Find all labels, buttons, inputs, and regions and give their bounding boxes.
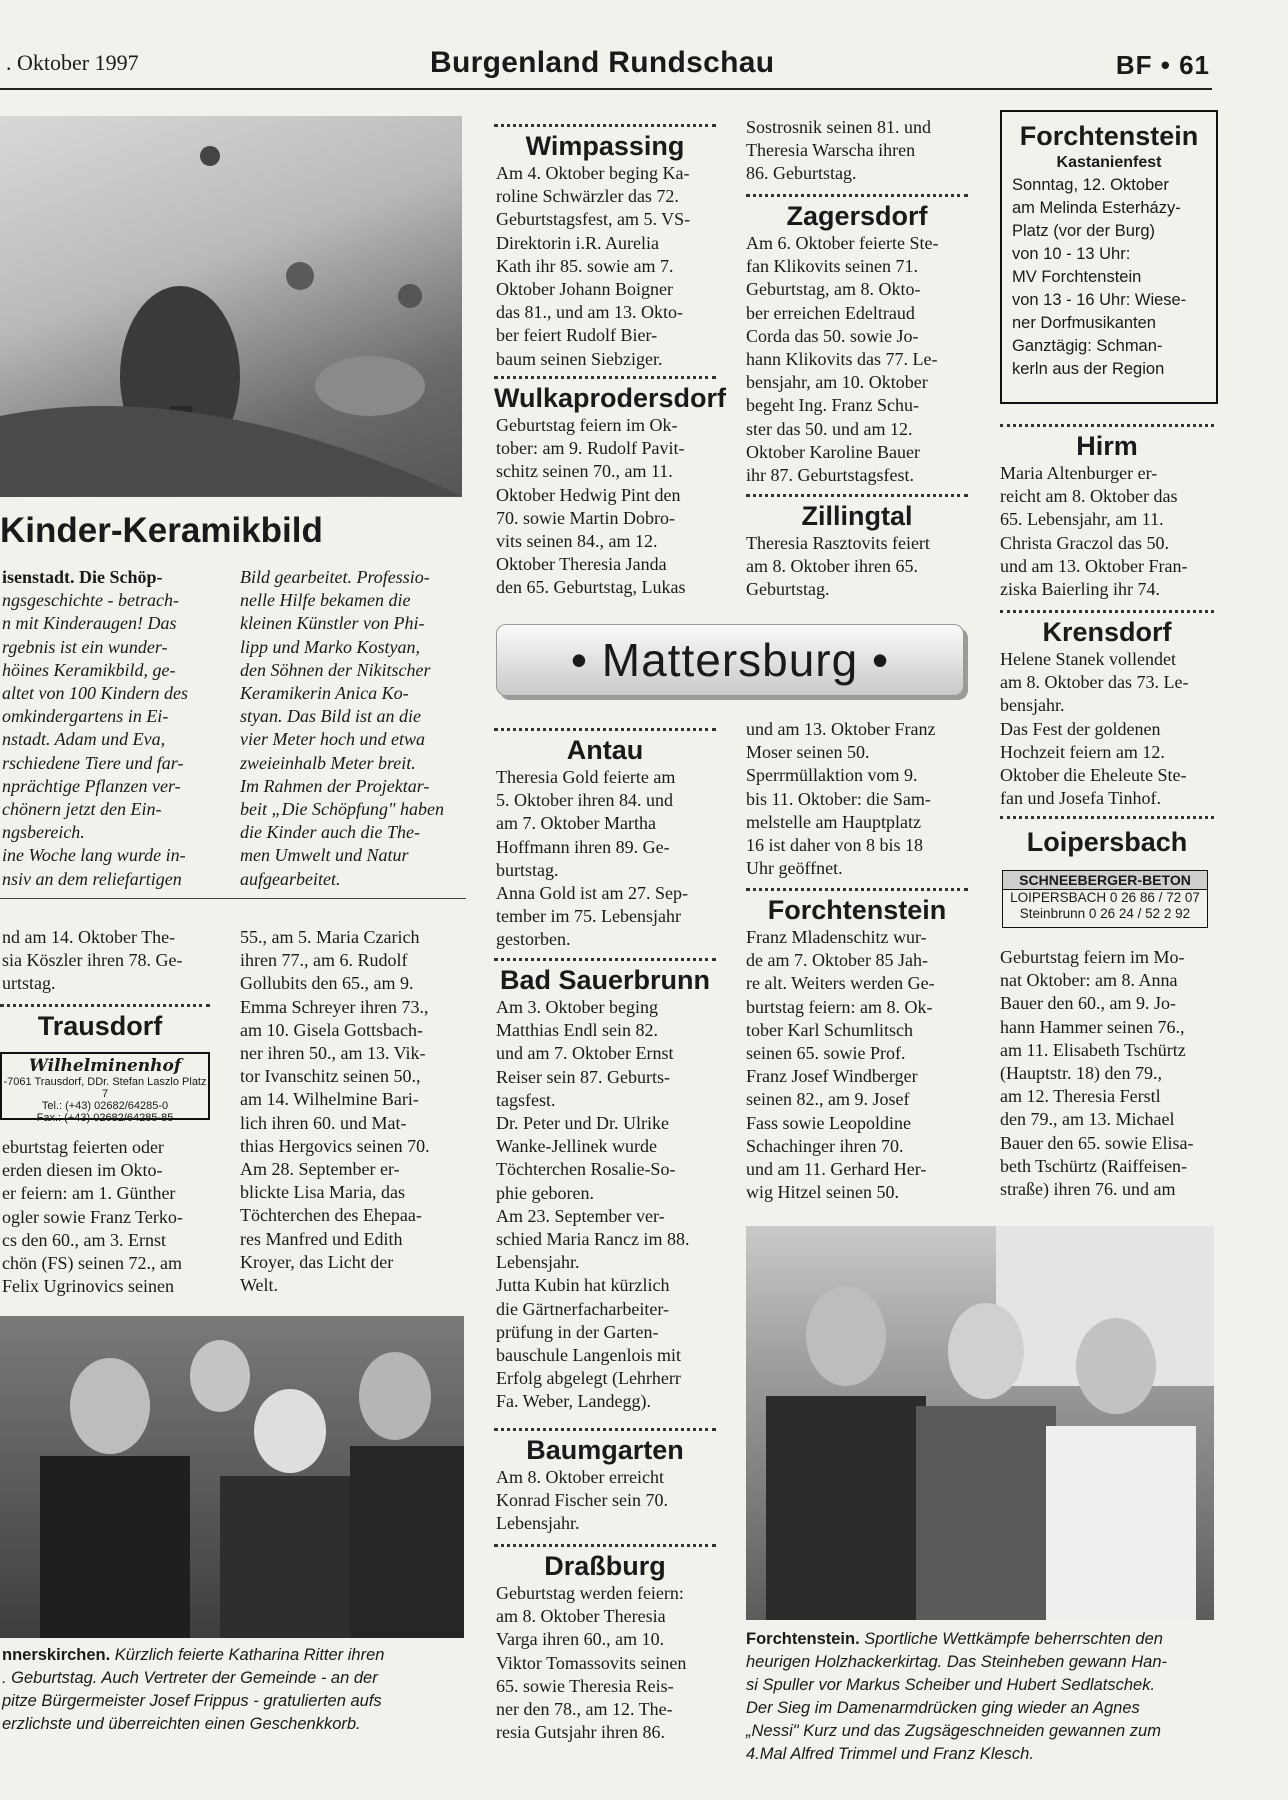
text-line: Welt. — [240, 1275, 279, 1296]
text-line: das 81., und am 13. Okto- — [496, 302, 683, 323]
caption-line: Der Sieg im Damenarmdrücken ging wieder an Agnes — [746, 1699, 1140, 1717]
text-line: Schachinger ihren 70. — [746, 1135, 904, 1156]
group-photo-birthday — [0, 1316, 464, 1638]
text-line: rgebnis ist ein wunder- — [2, 636, 168, 657]
text-line: Maria Altenburger er- — [1000, 463, 1158, 483]
text-line: fan Klikovits seinen 71. — [746, 256, 918, 277]
text-line: fan und Josefa Tinhof. — [1000, 788, 1161, 809]
text-line: und am 7. Oktober Ernst — [496, 1043, 674, 1064]
article-title-kinder-keramikbild: Kinder-Keramikbild — [0, 511, 323, 550]
text-line: beth Tschürtz (Raiffeisen- — [1000, 1155, 1188, 1176]
text-line: 65. Lebensjahr, am 11. — [1000, 509, 1164, 530]
text-line: Geburtstag. — [746, 579, 830, 600]
caption-line: erzlichste und überreichten einen Geschenkkorb. — [2, 1715, 361, 1733]
hirm-text — [1000, 462, 1214, 601]
text-line: Varga ihren 60., am 10. — [496, 1629, 665, 1650]
text-line: bensjahr, am 10. Oktober — [746, 372, 928, 393]
text-line: Matthias Endl sein 82. — [496, 1020, 658, 1041]
text-line: burtstag feiern: am 8. Ok- — [746, 996, 933, 1017]
text-line: von 10 - 13 Uhr: — [1012, 245, 1131, 263]
text-line: schitz seinen 70., am 11. — [496, 461, 673, 482]
text-line: und am 13. Oktober Franz — [746, 719, 936, 739]
text-line: Reiser sein 87. Geburts- — [496, 1066, 670, 1087]
dotted-rule — [494, 1544, 716, 1547]
text-line: resia Gutsjahr ihren 86. — [496, 1722, 665, 1743]
text-line: Gollubits den 65., am 9. — [240, 973, 414, 994]
text-line: prüfung in der Garten- — [496, 1321, 659, 1342]
dotted-rule — [1000, 816, 1214, 819]
text-line: kleinen Künstler von Phi- — [240, 613, 425, 634]
baumgarten-text — [496, 1466, 714, 1536]
text-line: Sostrosnik seinen 81. und — [746, 117, 932, 137]
loipersbach-text — [1000, 946, 1214, 1201]
caption-line: si Spuller vor Markus Scheiber und Hubert Sedlatschek. — [746, 1676, 1156, 1694]
text-line: 65. sowie Theresia Reis- — [496, 1675, 674, 1696]
text-line: ngsgeschichte - betrach- — [2, 590, 179, 611]
text-line: am 8. Oktober das 73. Le- — [1000, 672, 1189, 693]
text-line: zweieinhalb Meter breit. — [240, 752, 416, 773]
text-line: Sonntag, 12. Oktober — [1012, 176, 1169, 194]
text-line: Viktor Tomassovits seinen — [496, 1652, 687, 1673]
text-line: phie geboren. — [496, 1182, 594, 1203]
text-line: Oktober die Eheleute Ste- — [1000, 765, 1187, 786]
forchtenstein-text — [746, 926, 968, 1204]
section-banner-mattersburg: • Mattersburg • — [496, 624, 964, 696]
text-line: men Umwelt und Natur — [240, 845, 409, 866]
keramikbild-text-a — [2, 566, 210, 891]
group-photo-figures — [0, 1316, 464, 1638]
text-line: und am 11. Gerhard Her- — [746, 1159, 927, 1180]
text-line: ngsbereich. — [2, 822, 85, 843]
text-line: den 79., am 13. Michael — [1000, 1109, 1175, 1130]
text-line: bensjahr. — [1000, 695, 1065, 716]
dotted-rule — [746, 888, 968, 891]
text-line: Konrad Fischer sein 70. — [496, 1490, 668, 1511]
text-line: roline Schwärzler das 72. — [496, 186, 679, 207]
text-line: thias Hergovics seinen 70. — [240, 1135, 430, 1156]
text-line: altet von 100 Kindern des — [2, 683, 188, 704]
text-line: Geburtstag feiern im Mo- — [1000, 947, 1185, 967]
text-line: chön (FS) seinen 72., am — [2, 1253, 182, 1274]
text-line: Helene Stanek vollendet — [1000, 649, 1176, 669]
text-line: urtstag. — [2, 973, 56, 994]
text-line: blickte Lisa Maria, das — [240, 1182, 405, 1203]
text-line: Geburtstag werden feiern: — [496, 1583, 684, 1603]
event-box-subtitle: Kastanienfest — [1056, 154, 1162, 171]
text-line: von 13 - 16 Uhr: Wiese- — [1012, 291, 1187, 309]
text-line: Theresia Gold feierte am — [496, 767, 676, 787]
text-line: nstadt. Adam und Eva, — [2, 729, 166, 750]
heading-forchtenstein: Forchtenstein — [767, 895, 947, 925]
text-line: Lebensjahr. — [496, 1513, 580, 1534]
text-line: baum seinen Siebziger. — [496, 348, 663, 369]
caption-line: 4.Mal Alfred Trimmel und Franz Klesch. — [746, 1745, 1034, 1763]
text-line: vits seinen 84., am 12. — [496, 531, 658, 552]
text-line: Oktober Johann Boigner — [496, 279, 673, 300]
heading-krensdorf: Krensdorf — [1042, 617, 1172, 647]
text-line: ster das 50. und am 12. — [746, 418, 913, 439]
text-line: ihr 87. Geburtstagsfest. — [746, 465, 914, 486]
ceramic-mural-illustration — [0, 116, 462, 497]
caption-place: Forchtenstein. Sportliche Wettkämpfe beherrschten den — [746, 1630, 1163, 1648]
text-line: Hochzeit feiern am 12. — [1000, 741, 1165, 762]
heading-baumgarten: Baumgarten — [526, 1435, 684, 1465]
column3-continuation — [746, 116, 968, 186]
text-line: am 14. Wilhelmine Bari- — [240, 1089, 419, 1110]
text-line: Christa Graczol das 50. — [1000, 532, 1169, 553]
caption-line: pitze Bürgermeister Josef Frippus - gratulierten aufs — [2, 1692, 382, 1710]
text-line: bauschule Langenlois mit — [496, 1345, 681, 1366]
caption-holzhackerkirtag — [746, 1628, 1214, 1766]
text-line: aufgearbeitet. — [240, 868, 341, 889]
text-line: wig Hitzel seinen 50. — [746, 1182, 899, 1203]
text-line: lich ihren 60. und Mat- — [240, 1112, 407, 1133]
text-line: omkindergartens in Ei- — [2, 706, 169, 727]
text-line: Im Rahmen der Projektar- — [240, 775, 430, 796]
ad-wilhelminenhof — [0, 1052, 210, 1124]
issue-date: . Oktober 1997 — [6, 50, 139, 75]
text-line: am 10. Gisela Gottsbach- — [240, 1019, 423, 1040]
text-line: nat Oktober: am 8. Anna — [1000, 970, 1178, 991]
newspaper-title: Burgenland Rundschau — [430, 46, 775, 79]
text-line: Geburtstag, am 8. Okto- — [746, 279, 921, 300]
text-line: am Melinda Esterházy- — [1012, 199, 1181, 217]
text-line: am 7. Oktober Martha — [496, 813, 656, 834]
text-line: tober: am 9. Rudolf Pavit- — [496, 438, 685, 459]
heading-drassburg: Draßburg — [544, 1551, 666, 1581]
ad-phone-steinbrunn: Steinbrunn 0 26 24 / 52 2 92 — [1019, 906, 1191, 921]
text-line: Theresia Warscha ihren — [746, 140, 916, 161]
text-line: ziska Baierling ihr 74. — [1000, 579, 1160, 600]
text-line: n mit Kinderaugen! Das — [2, 613, 177, 634]
text-line: Moser seinen 50. — [746, 742, 870, 763]
page-number: BF • 61 — [1115, 50, 1210, 80]
text-line: reicht am 8. Oktober das — [1000, 486, 1178, 507]
text-line: nelle Hilfe bekamen die — [240, 590, 411, 611]
heading-trausdorf: Trausdorf — [37, 1011, 163, 1041]
ad-phone: Tel.: (+43) 02682/64285-0 — [41, 1100, 169, 1112]
text-line: den Söhnen der Nikitscher — [240, 659, 431, 680]
text-line: und am 13. Oktober Fran- — [1000, 555, 1188, 576]
text-line: burtstag. — [496, 859, 559, 880]
text-line: hann Klikovits das 77. Le- — [746, 349, 938, 370]
text-line: nd am 14. Oktober The- — [2, 927, 176, 947]
text-line: Das Fest der goldenen — [1000, 718, 1161, 739]
text-line: gestorben. — [496, 929, 571, 950]
text-line: 55., am 5. Maria Czarich — [240, 927, 420, 947]
text-line: ine Woche lang wurde in- — [2, 845, 186, 866]
text-line: isenstadt. Die Schöp- — [2, 567, 163, 587]
text-line: erden diesen im Okto- — [2, 1160, 163, 1181]
ceramic-mural-photo — [0, 116, 462, 497]
heading-loipersbach: Loipersbach — [1026, 827, 1188, 857]
text-line: beit „Die Schöpfung" haben — [240, 799, 445, 820]
dotted-rule — [1000, 424, 1214, 427]
text-line: Bauer den 60., am 9. Jo- — [1000, 993, 1176, 1014]
text-line: Am 6. Oktober feierte Ste- — [746, 233, 939, 253]
text-line: Am 3. Oktober beging — [496, 997, 658, 1017]
text-line: Emma Schreyer ihren 73., — [240, 996, 429, 1017]
trausdorf-text-b — [240, 926, 466, 1297]
text-line: straße) ihren 76. und am — [1000, 1179, 1176, 1200]
caption-line: „Nessi" Kurz und das Zugsägeschneiden gewannen zum — [746, 1722, 1161, 1740]
keramikbild-text-b — [240, 566, 466, 891]
text-line: begeht Ing. Franz Schu- — [746, 395, 919, 416]
text-line: melstelle am Hauptplatz — [746, 811, 921, 832]
text-line: am 8. Oktober Theresia — [496, 1606, 666, 1627]
text-line: res Manfred und Edith — [240, 1228, 403, 1249]
heading-zagersdorf: Zagersdorf — [786, 201, 928, 231]
text-line: ihren 77., am 6. Rudolf — [240, 950, 408, 971]
caption-birthday — [2, 1644, 466, 1736]
text-line: kerln aus der Region — [1012, 360, 1165, 378]
text-line: Kath ihr 85. sowie am 7. — [496, 255, 674, 276]
text-line: sia Köszler ihren 78. Ge- — [2, 950, 183, 971]
ad-company: SCHNEEBERGER-BETON — [1003, 871, 1207, 890]
text-line: Ganztägig: Schman- — [1012, 337, 1163, 355]
text-line: die Gärtnerfacharbeiter- — [496, 1298, 670, 1319]
holzhacker-photo-figures — [746, 1226, 1214, 1620]
text-line: Uhr geöffnet. — [746, 858, 843, 879]
text-line: am 8. Oktober ihren 65. — [746, 556, 918, 577]
text-line: am 12. Theresia Ferstl — [1000, 1086, 1161, 1107]
event-box-details — [1002, 174, 1216, 381]
text-line: Am 28. September er- — [240, 1159, 400, 1180]
text-line: Jutta Kubin hat kürzlich — [496, 1275, 670, 1296]
text-line: Felix Ugrinovics seinen — [2, 1276, 174, 1297]
header-rule — [0, 88, 1212, 90]
drassburg-text — [496, 1582, 714, 1744]
text-line: Sperrmüllaktion vom 9. — [746, 765, 918, 786]
trausdorf-text-a — [2, 1136, 212, 1298]
text-line: Wanke-Jellinek wurde — [496, 1136, 657, 1157]
ad-schneeberger-beton — [1002, 870, 1208, 928]
text-line: cs den 60., am 3. Ernst — [2, 1229, 166, 1250]
text-line: Oktober Theresia Janda — [496, 554, 667, 575]
heading-wulkaprodersdorf: Wulkaprodersdorf — [494, 383, 727, 413]
text-line: Oktober Hedwig Pint den — [496, 484, 681, 505]
heading-antau: Antau — [566, 735, 644, 765]
text-line: Theresia Rasztovits feiert — [746, 533, 930, 553]
divider — [0, 898, 466, 899]
text-line: Erfolg abgelegt (Lehrherr — [496, 1368, 681, 1389]
event-box-title: Forchtenstein — [1019, 121, 1199, 151]
text-line: Franz Josef Windberger — [746, 1066, 918, 1087]
heading-hirm: Hirm — [1076, 431, 1138, 461]
text-line: Bauer den 65. sowie Elisa- — [1000, 1132, 1194, 1153]
heading-bad-sauerbrunn: Bad Sauerbrunn — [499, 965, 711, 995]
text-line: er feiern: am 1. Günther — [2, 1183, 176, 1204]
text-line: Anna Gold ist am 27. Sep- — [496, 883, 688, 904]
text-line: Keramikerin Anica Ko- — [240, 683, 409, 704]
text-line: am 11. Elisabeth Tschürtz — [1000, 1039, 1186, 1060]
text-line: Hoffmann ihren 89. Ge- — [496, 836, 670, 857]
dotted-rule — [746, 194, 968, 197]
text-line: schied Maria Rancz im 88. — [496, 1229, 690, 1250]
dotted-rule — [494, 728, 716, 731]
text-line: chönern jetzt den Ein- — [2, 799, 162, 820]
antau-text — [496, 766, 714, 952]
text-line: Franz Mladenschitz wur- — [746, 927, 927, 947]
text-line: Am 8. Oktober erreicht — [496, 1467, 664, 1487]
text-line: Geburtstagsfest, am 5. VS- — [496, 209, 691, 230]
text-line: Geburtstag feiern im Ok- — [496, 415, 678, 435]
dotted-rule — [494, 376, 716, 379]
text-line: Direktorin i.R. Aurelia — [496, 232, 659, 253]
text-line: ber erreichen Edeltraud — [746, 302, 915, 323]
text-line: tember im 75. Lebensjahr — [496, 906, 681, 927]
dotted-rule — [494, 958, 716, 961]
dotted-rule — [494, 1428, 716, 1431]
text-line: Platz (vor der Burg) — [1012, 222, 1156, 240]
text-line: rschiedene Tiere und far- — [2, 752, 184, 773]
text-line: nprächtige Pflanzen ver- — [2, 775, 181, 796]
wulkaprodersdorf-text — [496, 414, 714, 600]
dotted-rule — [0, 1004, 210, 1007]
krensdorf-text — [1000, 648, 1214, 810]
text-line: nsiv an dem reliefartigen — [2, 868, 182, 889]
text-line: ner ihren 50., am 13. Vik- — [240, 1043, 426, 1064]
text-line: seinen 65. sowie Prof. — [746, 1043, 906, 1064]
dotted-rule — [746, 494, 968, 497]
dotted-rule — [494, 124, 716, 127]
text-line: 16 ist daher von 8 bis 18 — [746, 835, 923, 856]
text-line: ner Dorfmusikanten — [1012, 314, 1156, 332]
ad-address: -7061 Trausdorf, DDr. Stefan Laszlo Platz 7 — [3, 1076, 207, 1100]
text-line: hann Hammer seinen 76., — [1000, 1016, 1185, 1037]
event-box-kastanienfest — [1000, 110, 1218, 404]
text-line: Töchterchen des Ehepaa- — [240, 1205, 422, 1226]
holzhacker-photo — [746, 1226, 1214, 1620]
text-line: styan. Das Bild ist an die — [240, 706, 421, 727]
caption-line: . Geburtstag. Auch Vertreter der Gemeinde - an der — [2, 1669, 378, 1687]
text-line: 5. Oktober ihren 84. und — [496, 790, 673, 811]
zagersdorf-text — [746, 232, 968, 487]
ad-phone-loipersbach: LOIPERSBACH 0 26 86 / 72 07 — [1010, 890, 1200, 905]
ad-brand-name: Wilhelminenhof — [28, 1056, 182, 1076]
text-line: re alt. Weiters werden Ge- — [746, 973, 935, 994]
text-line: tagsfest. — [496, 1089, 556, 1110]
trausdorf-intro — [2, 926, 212, 996]
text-line: Am 4. Oktober beging Ka- — [496, 163, 690, 183]
text-line: Fass sowie Leopoldine — [746, 1112, 911, 1133]
text-line: seinen 82., am 9. Josef — [746, 1089, 910, 1110]
heading-wimpassing: Wimpassing — [525, 131, 685, 161]
text-line: (Hauptstr. 18) den 79., — [1000, 1063, 1162, 1084]
text-line: Bild gearbeitet. Professio- — [240, 567, 430, 587]
wimpassing-text — [496, 162, 714, 371]
ad-fax: Fax.: (+43) 02682/64285-85 — [36, 1112, 174, 1124]
text-line: Lebensjahr. — [496, 1252, 580, 1273]
text-line: tor Ivanschitz seinen 50., — [240, 1066, 421, 1087]
text-line: höines Keramikbild, ge- — [2, 659, 176, 680]
text-line: vier Meter hoch und etwa — [240, 729, 425, 750]
heading-zillingtal: Zillingtal — [801, 501, 913, 531]
bad-sauerbrunn-text — [496, 996, 714, 1414]
text-line: Am 23. September ver- — [496, 1205, 665, 1226]
text-line: den 65. Geburtstag, Lukas — [496, 577, 686, 598]
text-line: 86. Geburtstag. — [746, 163, 857, 184]
text-line: ogler sowie Franz Terko- — [2, 1206, 183, 1227]
text-line: bis 11. Oktober: die Sam- — [746, 788, 931, 809]
text-line: ner den 78., am 12. The- — [496, 1699, 673, 1720]
text-line: Corda das 50. sowie Jo- — [746, 325, 919, 346]
text-line: eburtstag feierten oder — [2, 1137, 164, 1157]
text-line: die Kinder auch die The- — [240, 822, 420, 843]
caption-place: nnerskirchen. Kürzlich feierte Katharina Ritter ihren — [2, 1646, 385, 1664]
text-line: lipp und Marko Kostyan, — [240, 636, 420, 657]
text-line: Kroyer, das Licht der — [240, 1251, 394, 1272]
zillingtal-text — [746, 532, 968, 602]
text-line: ber feiert Rudolf Bier- — [496, 325, 658, 346]
caption-line: heurigen Holzhackerkirtag. Das Steinheben gewann Han- — [746, 1653, 1167, 1671]
dotted-rule — [1000, 610, 1214, 613]
text-line: MV Forchtenstein — [1012, 268, 1142, 286]
text-line: tober Karl Schumlitsch — [746, 1019, 913, 1040]
text-line: 70. sowie Martin Dobro- — [496, 507, 675, 528]
text-line: Töchterchen Rosalie-So- — [496, 1159, 676, 1180]
antau-continuation — [746, 718, 968, 880]
text-line: Oktober Karoline Bauer — [746, 441, 920, 462]
text-line: Dr. Peter und Dr. Ulrike — [496, 1113, 669, 1134]
text-line: Fa. Weber, Landegg). — [496, 1391, 651, 1412]
text-line: de am 7. Oktober 85 Jah- — [746, 950, 928, 971]
